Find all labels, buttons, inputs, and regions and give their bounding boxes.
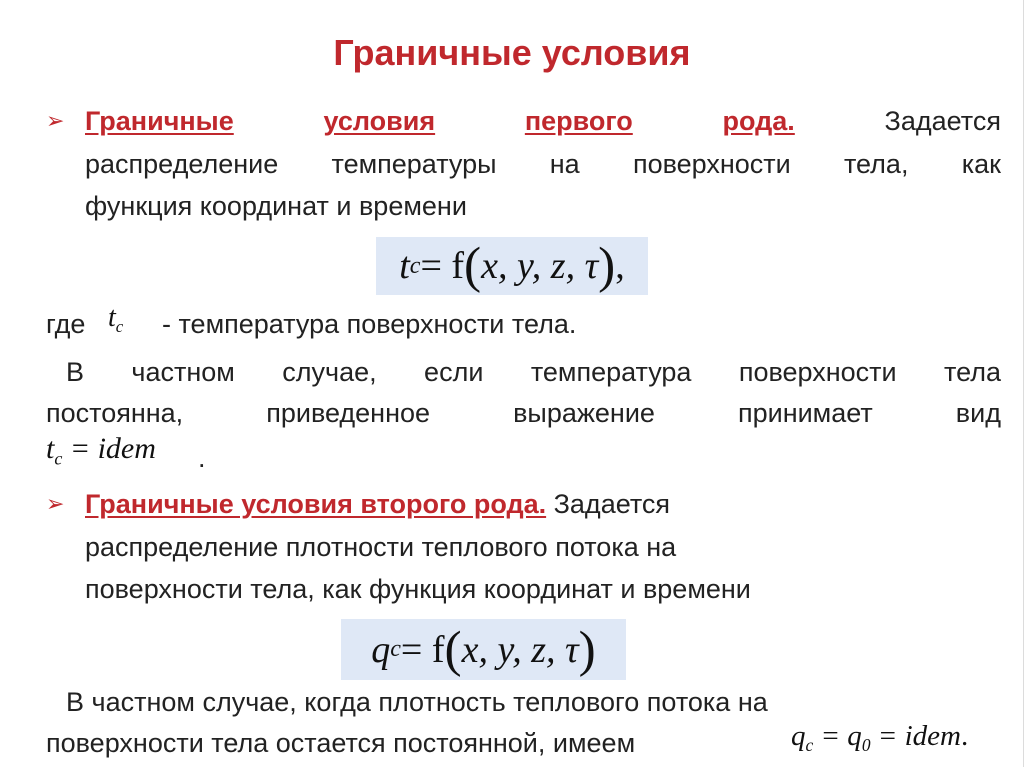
- formula-tc: t c = f ( x, y, z, τ ) ,: [376, 237, 648, 295]
- where-prefix: где: [46, 309, 86, 339]
- where-tc-symbol: [108, 302, 123, 337]
- where-description: - температура поверхности тела.: [162, 309, 577, 339]
- section2-line1: [85, 488, 670, 520]
- where-tc-sub: c: [115, 316, 124, 336]
- section1-line3: функция координат и времени: [85, 191, 467, 221]
- formula-qc: q c = f ( x, y, z, τ ): [341, 619, 626, 680]
- idem-period: .: [198, 443, 206, 473]
- section1-heading-word: условия: [323, 106, 436, 136]
- section2-heading: Граничные условия второго рода.: [85, 489, 547, 519]
- special1-word: тела: [944, 357, 1001, 387]
- section1-word: на: [549, 149, 580, 179]
- special1-word: случае,: [282, 357, 377, 387]
- slide-title: Граничные условия: [333, 32, 691, 73]
- special2-line1: В частном случае, когда плотность теплового потока на: [66, 687, 768, 717]
- final-eq-q0: = q: [813, 720, 862, 752]
- final-expression: [791, 720, 968, 756]
- formula-qc-subscript: c: [390, 636, 401, 662]
- special1-line2: [46, 397, 1001, 429]
- section1-word: как: [961, 149, 1001, 179]
- where-tc-t: t: [108, 302, 116, 333]
- section1-line1: [85, 105, 1001, 137]
- special1-word: частном: [131, 357, 235, 387]
- formula-tc-equals: = f: [420, 245, 465, 287]
- bullet-arrow-icon: ➢: [46, 491, 65, 516]
- special1-word: поверхности: [738, 357, 897, 387]
- special1-word: вид: [955, 398, 1001, 428]
- section1-heading-word: Граничные: [85, 106, 234, 136]
- special2-line2: поверхности тела остается постоянной, имеем: [46, 728, 636, 758]
- section2-line3: поверхности тела, как функция координат и времени: [85, 574, 751, 604]
- where-line: [46, 308, 85, 340]
- formula-tc-symbol: t: [399, 245, 410, 287]
- special1-word: принимает: [737, 398, 873, 428]
- section1-word: тела,: [843, 149, 909, 179]
- bullet-arrow-icon: ➢: [46, 108, 65, 133]
- formula-qc-equals: = f: [400, 628, 445, 671]
- section1-heading-word: рода.: [722, 106, 795, 136]
- section1-line2: [85, 148, 1001, 180]
- section1-word: поверхности: [632, 149, 791, 179]
- section1-heading-word: первого: [524, 106, 633, 136]
- idem-expression: [46, 432, 156, 469]
- final-period: .: [960, 720, 969, 752]
- section2-line2: распределение плотности теплового потока на: [85, 532, 677, 562]
- formula-tc-comma: ,: [615, 245, 625, 287]
- final-q0-sub: 0: [861, 735, 871, 756]
- special1-word: если: [424, 357, 484, 387]
- special1-word: В: [66, 357, 85, 387]
- final-idem: = idem: [870, 720, 961, 752]
- special1-line1: [66, 356, 1001, 388]
- special1-word: постоянна,: [46, 398, 184, 428]
- special1-word: температура: [530, 357, 692, 387]
- section1-word: распределение: [85, 149, 279, 179]
- idem-t: t: [46, 432, 55, 465]
- section2-heading-tail: Задается: [546, 489, 671, 519]
- special1-word: выражение: [513, 398, 655, 428]
- formula-qc-symbol: q: [371, 628, 391, 671]
- final-q-sub: c: [805, 735, 814, 756]
- special1-word: приведенное: [266, 398, 431, 428]
- final-q: q: [791, 720, 806, 752]
- formula-qc-args: x, y, z, τ: [461, 628, 579, 671]
- formula-tc-args: x, y, z, τ: [481, 245, 599, 287]
- section1-word: Задается: [884, 106, 1001, 136]
- idem-rhs: = idem: [62, 432, 156, 465]
- section1-word: температуры: [331, 149, 497, 179]
- idem-sub: c: [54, 448, 63, 469]
- formula-tc-subscript: c: [409, 252, 421, 279]
